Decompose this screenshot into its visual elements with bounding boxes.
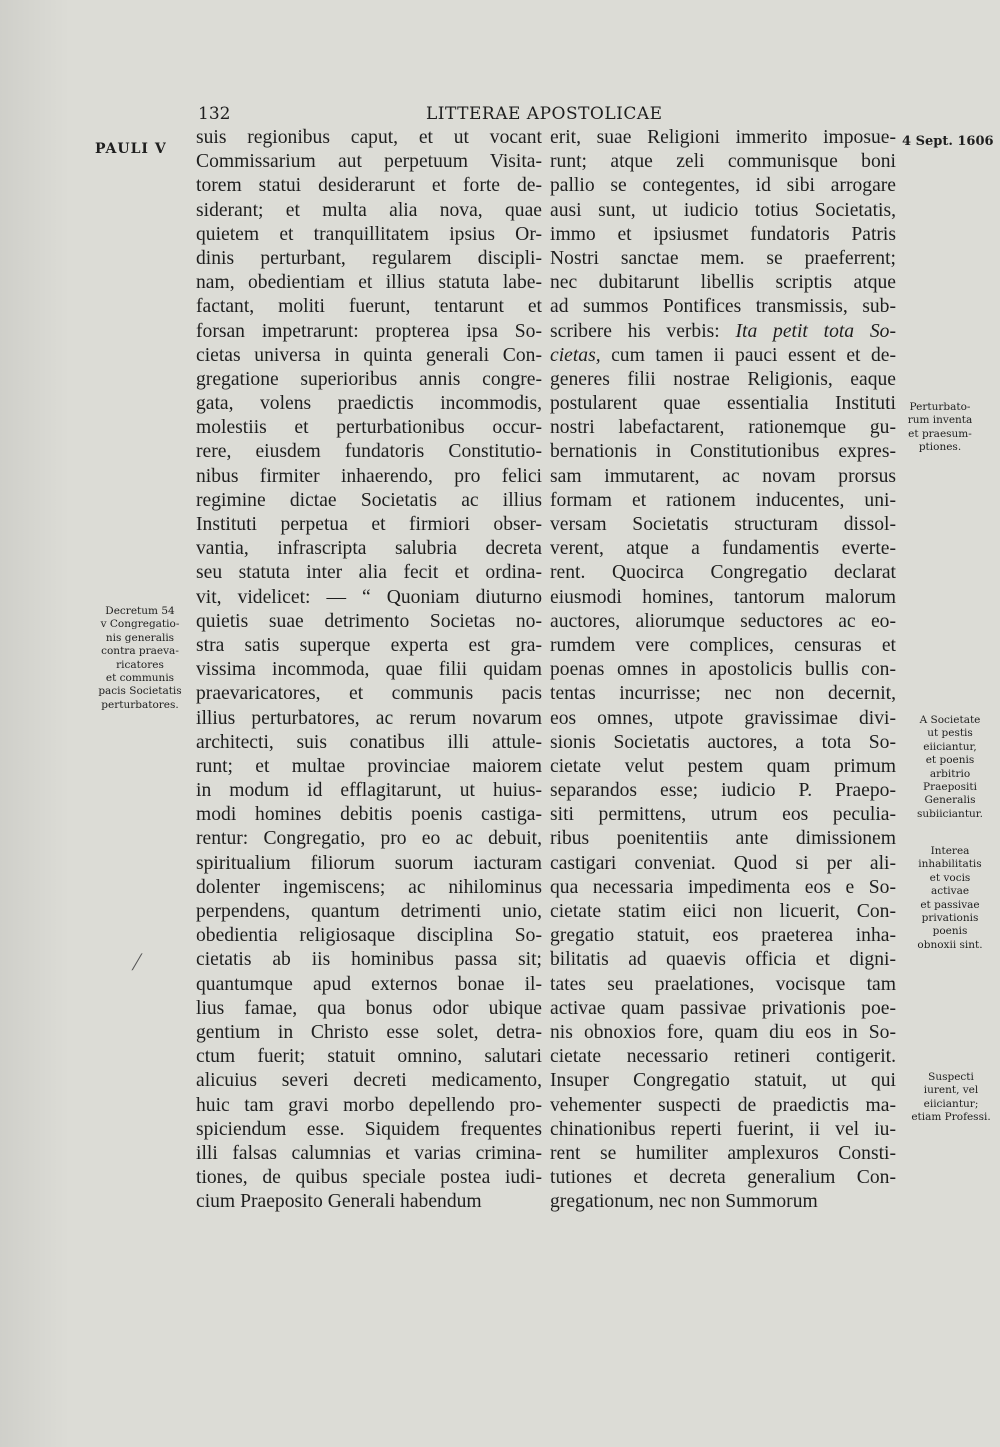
text-line: runt; et multae provinciae maiorem [196,755,542,777]
text-line: in modum id efflagitarunt, ut huius- [196,780,542,802]
margin-note-line: privationis [921,912,979,925]
text-line: qua necessaria impedimenta eos e So- [550,876,896,898]
text-line: obedientia religiosaque disciplina So- [196,925,542,947]
margin-note-right-1 [905,401,975,455]
text-line: spiciendum esse. Siquidem frequentes [196,1118,542,1140]
text-line: gregationum, nec non Summorum [550,1191,818,1213]
text-line: nostri labefactarent, rationemque gu- [550,417,896,439]
page-shadow [0,0,70,1447]
text-line: praevaricatores, et communis pacis [196,683,542,705]
pencil-mark-icon: ⟋ [128,948,146,976]
text-line: cietas, cum tamen ii pauci essent et de- [550,344,896,366]
margin-note-line: v Congregatio- [100,618,180,631]
margin-note-line: eiiciantur, [923,740,977,753]
text-line: Nostri sanctae mem. se praeferrent; [550,247,896,269]
text-line: dolenter ingemiscens; ac nihilominus [196,876,542,898]
text-line: vissima incommoda, quae filii quidam [196,659,542,681]
text-line: nam, obedientiam et illius statuta labe- [196,272,542,294]
margin-note-line: contra praeva- [101,645,179,658]
text-line: castigari conveniat. Quod si per ali- [550,852,896,874]
left-margin-label: PAULI V [95,141,167,157]
text-line: gentium in Christo esse solet, detra- [196,1021,542,1043]
text-line: cium Praeposito Generali habendum [196,1191,482,1213]
margin-note-line: A Societate [919,714,981,726]
text-line: vantia, infrascripta salubria decreta [196,538,542,560]
text-line: illius perturbatores, ac rerum novarum [196,707,542,729]
text-line: auctores, aliorumque seductores ac eo- [550,610,896,632]
margin-note-line: Interea [930,845,970,857]
margin-note-right-2 [910,714,990,821]
text-line: tutiones et decreta generalium Con- [550,1167,896,1189]
text-line: alicuius severi decreti medicamento, [196,1070,542,1092]
text-line: eos omnes, utpote gravissimae divi- [550,707,896,729]
italic-quote: cietas, [550,344,601,366]
text-line: ad summos Pontifices transmissis, sub- [550,296,896,318]
margin-note-line: Suspecti [928,1071,974,1083]
text-line: gregatio statuit, eos praeterea inha- [550,925,896,947]
text-line: activae quam passivae privationis poe- [550,997,896,1019]
margin-note-line: obnoxii sint. [917,938,983,951]
running-head: LITTERAE APOSTOLICAE [426,104,663,124]
text-line: cietate velut pestem quam primum [550,755,896,777]
text-line: quantumque apud externos bonae il- [196,973,542,995]
text-line: architecti, suis conatibus illi attule- [196,731,542,753]
text-line: nec dubitarunt libellis scriptis atque [550,272,896,294]
margin-note-line: perturbatores. [101,698,179,711]
text-line: factant, moliti fuerunt, tentarunt et [196,296,542,318]
text-line: suis regionibus caput, et ut vocant [196,127,542,148]
margin-note-line: iurent, vel [923,1084,979,1097]
text-line: cietate statim eiici non licuerit, Con- [550,901,896,922]
text-line: illi falsas calumnias et varias crimina- [196,1142,542,1164]
text-line: rent. Quocirca Congregatio declarat [550,562,896,584]
text-column-1 [196,126,542,1214]
text-line: nis obnoxios fore, quam diu eos in So- [550,1021,896,1043]
text-line: sionis Societatis auctores, a tota So- [550,731,896,753]
text-line: pallio se contegentes, id sibi arrogare [550,175,896,197]
text-line: huic tam gravi morbo depellendo pro- [196,1094,542,1116]
text-line: cietatis ab iis hominibus passa sit; [196,949,542,971]
text-line: rentur: Congregatio, pro eo ac debuit, [196,828,542,850]
margin-note-line: Perturbato- [909,401,971,413]
text-line: bilitatis ad quaevis officia et digni- [550,949,896,971]
text-line: eiusmodi homines, tantorum malorum [550,586,896,608]
text-line: ausi sunt, ut iudicio totius Societatis, [550,199,896,221]
text-line: Instituti perpetua et firmiori obser- [196,514,542,535]
margin-note-line: activae [930,885,970,898]
right-margin-date: 4 Sept. 1606 [902,134,994,149]
text-line: cietas universa in quinta generali Con- [196,344,542,366]
text-line: runt; atque zeli communisque boni [550,151,896,173]
text-line: rere, eiusdem fundatoris Constitutio- [196,441,542,463]
text-line: stra satis superque experta est gra- [196,634,542,656]
text-line: lius famae, qua bonus odor ubique [196,997,542,1019]
margin-note-line: ricatores [116,658,164,671]
text-line: gata, volens praedictis incommodis, [196,393,542,415]
text-line: regimine dictae Societatis ac illius [196,489,542,511]
margin-note-line: etiam Professi. [911,1111,991,1124]
text-line: verent, atque a fundamentis everte- [550,538,896,560]
margin-note-line: arbitrio [929,767,971,780]
text-line: bernationis in Constitutionibus expres- [550,441,896,463]
margin-note-line: Decretum 54 [105,605,175,617]
text-line: formam et rationem inducentes, uni- [550,489,896,511]
text-line: molestiis et perturbationibus occur- [196,417,542,439]
text-line: Insuper Congregatio statuit, ut qui [550,1070,896,1092]
margin-note-line: et poenis [925,754,975,767]
margin-note-line: nis generalis [105,631,175,644]
text-line: tentas incurrisse; nec non decernit, [550,683,896,705]
italic-quote: Ita petit tota So- [735,320,896,342]
text-line: cietate necessario retineri contigerit. [550,1046,896,1068]
text-line: vit, videlicet: — “ Quoniam diuturno [196,586,542,608]
margin-note-left [90,605,190,712]
text-line: rumdem vere complices, censuras et [550,634,896,656]
margin-note-line: eiiciantur; [923,1097,979,1110]
text-line: poenas omnes in apostolicis bullis con- [550,659,896,681]
text-line: rent se humiliter amplexuros Consti- [550,1142,896,1164]
text-line: chinationibus reperti fuerint, ii vel iu- [550,1118,896,1140]
text-line: modi homines debitis poenis castiga- [196,804,542,826]
text-line: siti permittens, utrum eos peculia- [550,804,896,826]
text-line: ctum fuerit; statuit omnino, salutari [196,1046,542,1068]
margin-note-line: inhabilitatis [918,858,982,871]
text-line: perpendens, quantum detrimenti unio, [196,901,542,922]
text-line: versam Societatis structuram dissol- [550,514,896,535]
margin-note-right-4 [910,1071,992,1125]
margin-note-line: poenis [932,925,968,938]
page-number: 132 [198,104,231,124]
text-line: generes filii nostrae Religionis, eaque [550,368,896,390]
margin-note-line: et praesum- [908,427,972,440]
text-line: nibus firmiter inhaerendo, pro felici [196,465,542,487]
text-line: quietem et tranquillitatem ipsius Or- [196,223,542,245]
text-line: ribus poenitentiis ante dimissionem [550,828,896,850]
text-line: forsan impetrarunt: propterea ipsa So- [196,320,542,342]
text-line: quietis suae detrimento Societas no- [196,610,542,632]
text-line: separandos esse; iudicio P. Praepo- [550,780,896,802]
text-line: tiones, de quibus speciale postea iudi- [196,1167,542,1189]
text-line: immo et ipsiusmet fundatoris Patris [550,223,896,245]
text-line: gregatione superioribus annis congre- [196,368,542,390]
text-line: sam immutarent, ac novam prorsus [550,465,896,487]
text-line: scribere his verbis: Ita petit tota So- [550,320,896,342]
text-line: erit, suae Religioni immerito imposue- [550,127,896,148]
margin-note-line: et vocis [929,871,971,884]
margin-note-line: Generalis [924,794,976,807]
text-line: dinis perturbant, regularem discipli- [196,247,542,269]
margin-note-right-3 [910,845,990,952]
margin-note-line: et communis [105,672,175,685]
text-line: postularent quae essentialia Instituti [550,393,896,415]
text-column-2 [550,126,896,1214]
margin-note-line: rum inventa [907,414,973,427]
margin-note-line: ptiones. [918,441,962,454]
text-line: siderant; et multa alia nova, quae [196,199,542,221]
margin-note-line: ut pestis [927,727,973,740]
text-line: tates seu praelationes, vocisque tam [550,973,896,995]
margin-note-line: Praepositi [923,781,977,794]
text-line: Commissarium aut perpetuum Visita- [196,151,542,173]
text-line: vehementer suspecti de praedictis ma- [550,1094,896,1116]
text-line: spiritualium filiorum suorum iacturam [196,852,542,874]
text-line: seu statuta inter alia fecit et ordina- [196,562,542,584]
margin-note-line: subiiciantur. [916,807,984,820]
margin-note-line: et passivae [920,898,980,911]
text-line: torem statui desiderarunt et forte de- [196,175,542,197]
margin-note-line: pacis Societatis [98,685,182,698]
